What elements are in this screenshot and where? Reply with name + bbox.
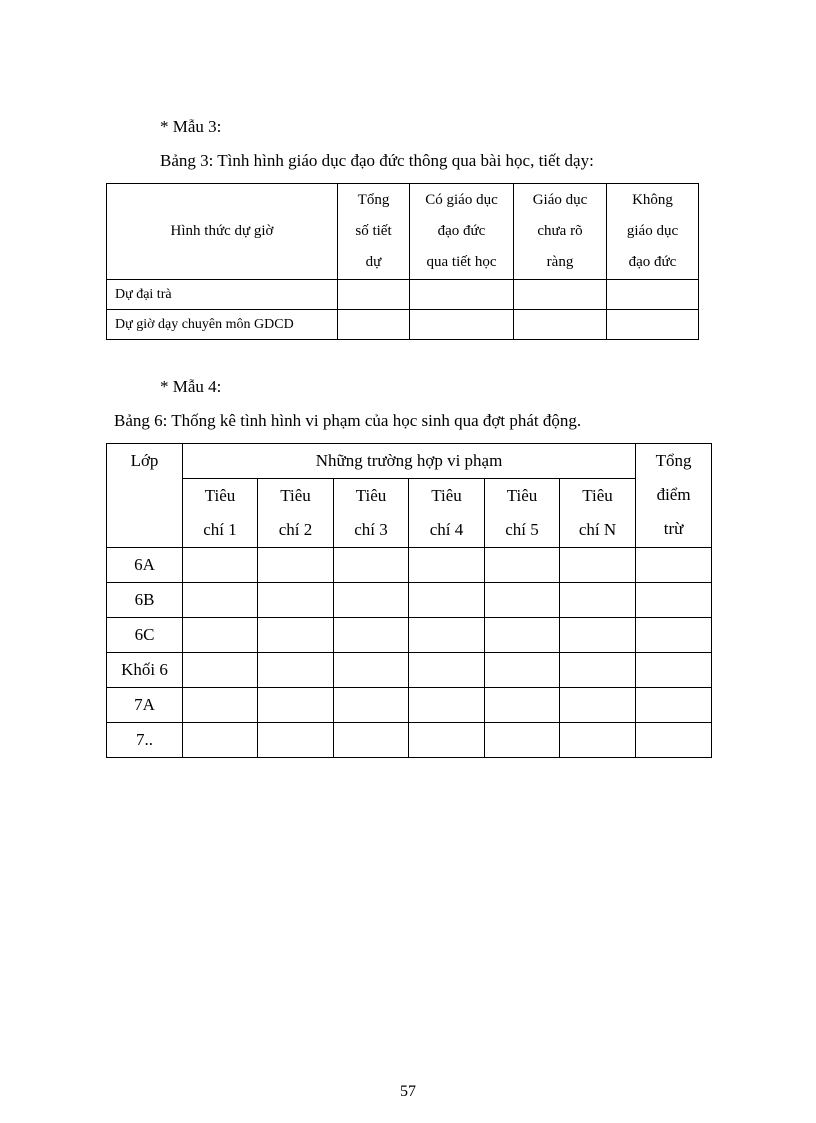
- table-cell: [183, 548, 258, 583]
- table-cell: [338, 280, 410, 310]
- table-cell: [560, 688, 636, 723]
- table-header-row: [107, 444, 712, 479]
- table-cell: [334, 548, 409, 583]
- header-tieu-chi-5: Tiêu chí 5: [485, 479, 560, 548]
- table-header-row: [107, 184, 699, 280]
- table-cell: [409, 618, 485, 653]
- table-cell: [560, 548, 636, 583]
- caption-bang-3: Bảng 3: Tình hình giáo dục đạo đức thông qua bài học, tiết dạy:: [160, 151, 594, 170]
- table-cell: [258, 583, 334, 618]
- table-cell: [636, 548, 712, 583]
- row-label: Khối 6: [107, 653, 183, 688]
- table-bang-6: [106, 443, 712, 758]
- row-label: 6B: [107, 583, 183, 618]
- table-row: [107, 310, 699, 340]
- heading-mau-3: * Mẫu 3:: [160, 117, 222, 136]
- header-tieu-chi-3: Tiêu chí 3: [334, 479, 409, 548]
- row-label: 6C: [107, 618, 183, 653]
- heading-mau-4: * Mẫu 4:: [160, 377, 222, 396]
- table-cell: [334, 653, 409, 688]
- table-cell: [334, 688, 409, 723]
- header-nhung-truong-hop: Những trường hợp vi phạm: [183, 444, 636, 479]
- table-cell: [410, 310, 514, 340]
- header-tieu-chi-2: Tiêu chí 2: [258, 479, 334, 548]
- table-row: [107, 548, 712, 583]
- row-label: 7..: [107, 723, 183, 758]
- header-tieu-chi-n: Tiêu chí N: [560, 479, 636, 548]
- table-cell: [410, 280, 514, 310]
- table-cell: [485, 723, 560, 758]
- table-cell: [409, 653, 485, 688]
- header-tieu-chi-4: Tiêu chí 4: [409, 479, 485, 548]
- table-cell: [183, 688, 258, 723]
- table-cell: [560, 723, 636, 758]
- table-cell: [485, 618, 560, 653]
- table-cell: [334, 618, 409, 653]
- header-tong-so-tiet: Tổng số tiết dự: [338, 184, 410, 280]
- header-chua-ro-rang: Giáo dục chưa rõ ràng: [514, 184, 607, 280]
- table-cell: [636, 723, 712, 758]
- header-hinh-thuc: Hình thức dự giờ: [107, 184, 338, 280]
- table-cell: [183, 583, 258, 618]
- page-number: 57: [400, 1083, 416, 1100]
- table-cell: [636, 653, 712, 688]
- header-co-giao-duc: Có giáo dục đạo đức qua tiết học: [410, 184, 514, 280]
- table-cell: [560, 653, 636, 688]
- table-cell: [560, 583, 636, 618]
- table-cell: [258, 618, 334, 653]
- table-cell: [409, 583, 485, 618]
- table-cell: [636, 583, 712, 618]
- table-cell: [607, 310, 699, 340]
- table-header-row: [107, 479, 712, 548]
- table-row: [107, 688, 712, 723]
- table-cell: [514, 310, 607, 340]
- caption-bang-6: Bảng 6: Thống kê tình hình vi phạm của học sinh qua đợt phát động.: [114, 411, 582, 430]
- header-tong-diem-tru: Tổng điểm trừ: [636, 444, 712, 548]
- table-cell: [183, 653, 258, 688]
- table-cell: [334, 723, 409, 758]
- row-label: Dự đại trà: [107, 280, 338, 310]
- header-lop: Lớp: [107, 444, 183, 548]
- header-khong-giao-duc: Không giáo dục đạo đức: [607, 184, 699, 280]
- row-label: 6A: [107, 548, 183, 583]
- table-cell: [258, 688, 334, 723]
- table-cell: [183, 723, 258, 758]
- table-bang-3: [106, 183, 699, 340]
- row-label: Dự giờ dạy chuyên môn GDCD: [107, 310, 338, 340]
- table-row: [107, 653, 712, 688]
- table-cell: [485, 688, 560, 723]
- table-row: [107, 280, 699, 310]
- table-cell: [338, 310, 410, 340]
- table-cell: [409, 723, 485, 758]
- table-row: [107, 723, 712, 758]
- table-row: [107, 583, 712, 618]
- table-cell: [409, 688, 485, 723]
- table-row: [107, 618, 712, 653]
- table-cell: [607, 280, 699, 310]
- table-cell: [258, 548, 334, 583]
- table-cell: [514, 280, 607, 310]
- header-tieu-chi-1: Tiêu chí 1: [183, 479, 258, 548]
- row-label: 7A: [107, 688, 183, 723]
- table-cell: [560, 618, 636, 653]
- table-cell: [183, 618, 258, 653]
- table-cell: [485, 653, 560, 688]
- table-cell: [485, 548, 560, 583]
- table-cell: [258, 723, 334, 758]
- table-cell: [409, 548, 485, 583]
- table-cell: [636, 618, 712, 653]
- table-cell: [636, 688, 712, 723]
- table-cell: [485, 583, 560, 618]
- table-cell: [334, 583, 409, 618]
- table-cell: [258, 653, 334, 688]
